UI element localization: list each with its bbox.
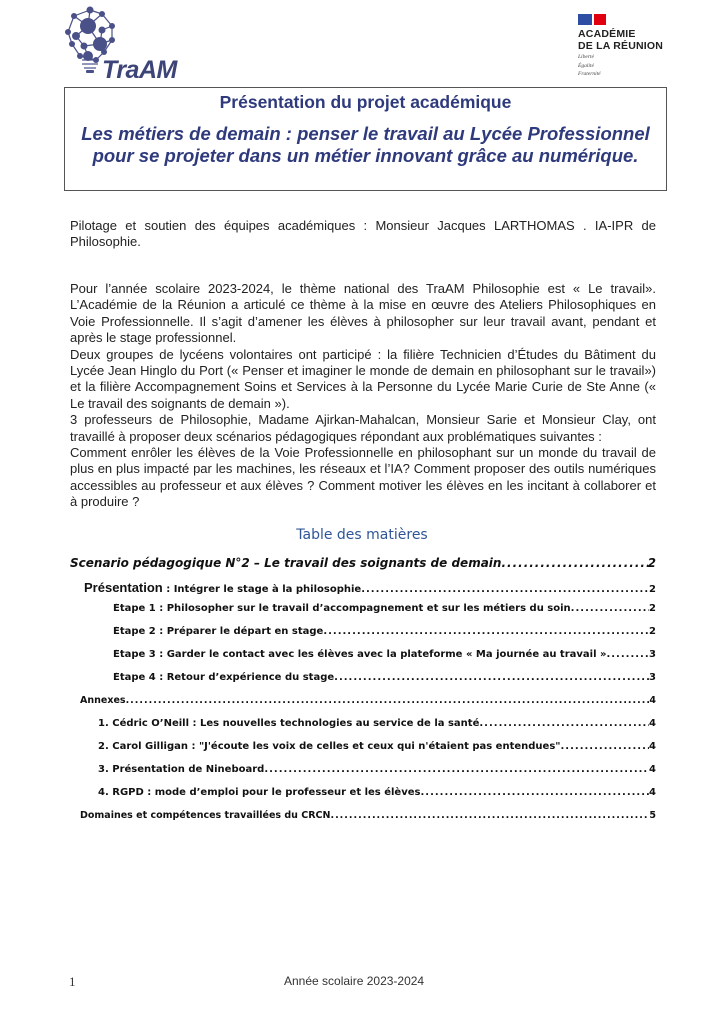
toc-page-number: 4 bbox=[649, 718, 656, 729]
toc-leader-dots bbox=[606, 649, 649, 660]
toc-entry-scenario[interactable] bbox=[70, 556, 656, 580]
traam-logo bbox=[62, 4, 182, 86]
toc-leader-dots bbox=[330, 810, 649, 821]
toc-page-number: 4 bbox=[649, 787, 656, 798]
toc-leader-dots bbox=[323, 626, 649, 637]
toc-entry-annexe-4[interactable] bbox=[70, 787, 656, 810]
toc-leader-dots bbox=[264, 764, 649, 775]
body-paragraph: Comment enrôler les élèves de la Voie Professionnelle en philosophant sur un monde du travail de plus en plus impacté par les machines, les réseaux et l’IA? Comment proposer des outils numériques accessibles au professeur et aux élèves ? Comment motiver les élèves en les incitant à collaborer et à produire ? bbox=[70, 445, 656, 510]
devise-fraternite: Fraternité bbox=[578, 71, 601, 77]
body-paragraph: Pour l’année scolaire 2023-2024, le thème national des TraAM Philosophie est « Le travail». L’Académie de la Réunion a articulé ce thème à la mise en œuvre des Ateliers Philosophiques en Voie Professionnelle. Il s’agit d’amener les élèves à philosopher sur leur travail avant, pendant et après le stage professionnel. bbox=[70, 281, 656, 346]
toc-leader-dots bbox=[361, 584, 649, 595]
toc-leader-dots bbox=[501, 556, 647, 570]
toc-entry-label-heading: Présentation bbox=[84, 580, 163, 595]
academie-name-line2: DE LA RÉUNION bbox=[578, 40, 664, 52]
document-title: Présentation du projet académique bbox=[219, 92, 512, 112]
toc-entry-label: Domaines et compétences travaillées du CRCN bbox=[80, 810, 331, 821]
toc-entry-annexe-3[interactable] bbox=[70, 764, 656, 787]
toc-page-number: 2 bbox=[649, 626, 656, 637]
footer-school-year: Année scolaire 2023-2024 bbox=[284, 974, 425, 988]
toc-entry-etape-1[interactable] bbox=[70, 603, 656, 626]
toc-entry-label: Étape 3 : Garder le contact avec les élèves avec la plateforme « Ma journée au travail » bbox=[113, 649, 607, 660]
toc-entry-label: Annexes bbox=[80, 695, 126, 706]
body-text bbox=[70, 281, 656, 511]
toc-leader-dots bbox=[420, 787, 649, 798]
toc-page-number: 4 bbox=[649, 741, 656, 752]
marianne-flag-icon bbox=[578, 14, 606, 25]
toc-entry-label bbox=[84, 580, 361, 595]
pilotage-paragraph bbox=[70, 218, 656, 251]
body-paragraph: 3 professeurs de Philosophie, Madame Ajirkan-Mahalcan, Monsieur Sarie et Monsieur Clay, ont travaillé à proposer deux scénarios pédagogiques répondant aux problématiques suivantes : bbox=[70, 412, 656, 444]
toc-entry-annexe-1[interactable] bbox=[70, 718, 656, 741]
toc-entry-label: Étape 1 : Philosopher sur le travail d’accompagnement et sur les métiers du soin bbox=[113, 603, 571, 614]
toc-page-number: 3 bbox=[649, 672, 656, 683]
toc-entry-label-rest: : Intégrer le stage à la philosophie bbox=[162, 584, 362, 595]
toc-page-number: 5 bbox=[649, 810, 656, 821]
toc-leader-dots bbox=[561, 741, 650, 752]
toc-entry-presentation[interactable] bbox=[70, 580, 656, 603]
toc-entry-label: 4. RGPD : mode d’emploi pour le professeur et les élèves bbox=[98, 787, 421, 798]
traam-logo-text: TraAM bbox=[102, 56, 177, 84]
toc-entry-annexes[interactable] bbox=[70, 695, 656, 718]
toc-leader-dots bbox=[571, 603, 649, 614]
toc-entry-etape-3[interactable] bbox=[70, 649, 656, 672]
toc-page-number: 4 bbox=[649, 764, 656, 775]
table-of-contents bbox=[70, 556, 656, 833]
toc-entry-crcn[interactable] bbox=[70, 810, 656, 833]
toc-entry-label: 1. Cédric O’Neill : Les nouvelles technologies au service de la santé bbox=[98, 718, 480, 729]
academie-logo bbox=[578, 14, 688, 78]
toc-page-number: 2 bbox=[647, 556, 656, 570]
devise-liberte: Liberté bbox=[578, 54, 594, 60]
pilotage-text: Pilotage et soutien des équipes académiques : Monsieur Jacques LARTHOMAS . IA-IPR de Philosophie. bbox=[70, 218, 656, 250]
title-box bbox=[64, 87, 667, 191]
toc-entry-etape-2[interactable] bbox=[70, 626, 656, 649]
academie-name-line1: ACADÉMIE bbox=[578, 28, 636, 40]
toc-entry-label: Étape 2 : Préparer le départ en stage bbox=[113, 626, 324, 637]
toc-entry-label: 3. Présentation de Nineboard bbox=[98, 764, 265, 775]
toc-entry-annexe-2[interactable] bbox=[70, 741, 656, 764]
footer-page-number: 1 bbox=[69, 974, 76, 989]
body-paragraph: Deux groupes de lycéens volontaires ont participé : la filière Technicien d’Études du Bâtiment du Lycée Jean Hinglo du Port (« Penser et imaginer le monde de demain en philosophant sur le travail») et la filière Accompagnement Soins et Services à la Personne du Lycée Marie Curie de Ste Anne (« Le travail des soignants de demain »). bbox=[70, 346, 656, 411]
document-subtitle: Les métiers de demain : penser le travail au Lycée Professionnel pour se projeter dans un métier innovant grâce au numérique. bbox=[81, 123, 650, 166]
devise-egalite: Égalité bbox=[578, 62, 594, 69]
toc-entry-label: Étape 4 : Retour d’expérience du stage bbox=[113, 672, 335, 683]
toc-leader-dots bbox=[334, 672, 649, 683]
toc-leader-dots bbox=[479, 718, 649, 729]
toc-title: Table des matières bbox=[296, 527, 428, 543]
toc-page-number: 4 bbox=[649, 695, 656, 706]
toc-page-number: 3 bbox=[649, 649, 656, 660]
toc-leader-dots bbox=[126, 695, 650, 706]
toc-entry-label: Scenario pédagogique N°2 – Le travail des soignants de demain bbox=[70, 556, 502, 570]
toc-entry-label: 2. Carol Gilligan : "J'écoute les voix de celles et ceux qui n'étaient pas entendues" bbox=[98, 741, 561, 752]
toc-entry-etape-4[interactable] bbox=[70, 672, 656, 695]
toc-page-number: 2 bbox=[649, 603, 656, 614]
toc-page-number: 2 bbox=[649, 584, 656, 595]
